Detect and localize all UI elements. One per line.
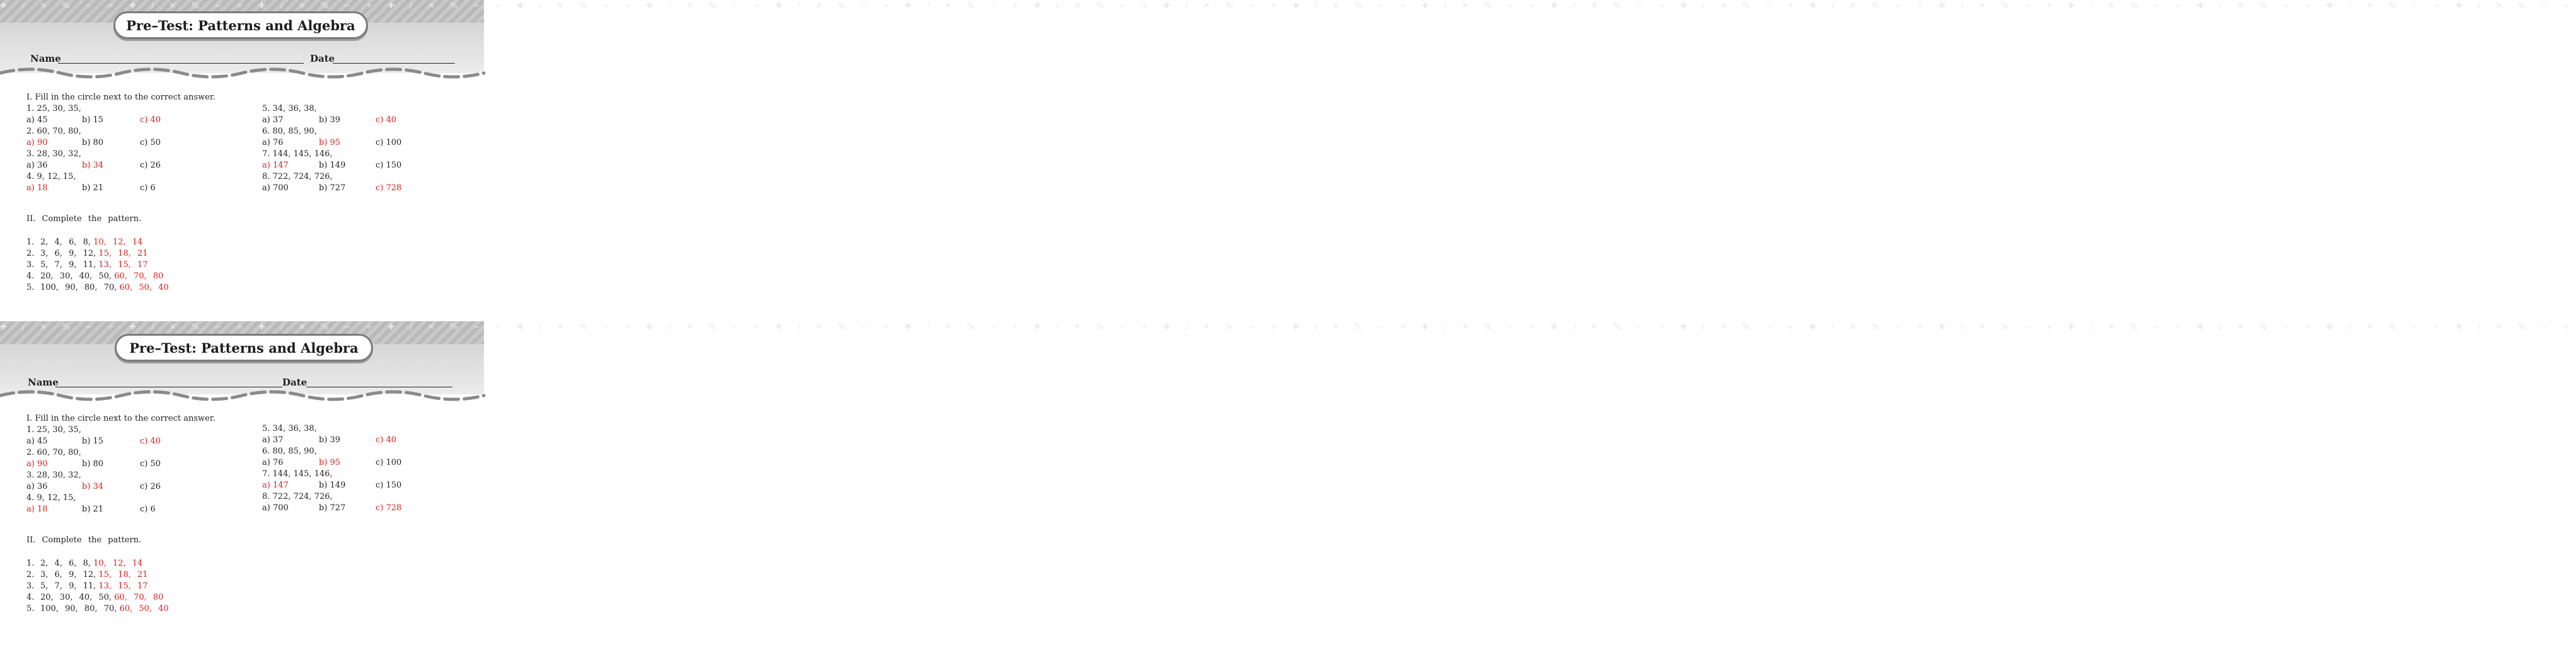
- option-b[interactable]: b) 80: [82, 459, 104, 469]
- option-c[interactable]: c) 728: [376, 183, 402, 193]
- option-c[interactable]: c) 100: [376, 458, 402, 467]
- option-c[interactable]: c) 150: [376, 481, 402, 490]
- pattern-answer: 10, 12, 14: [93, 559, 143, 568]
- pattern-answer: 60, 50, 40: [119, 604, 169, 614]
- question-prompt: 7. 144, 145, 146,: [262, 469, 333, 479]
- date-label: Date: [282, 377, 308, 388]
- option-b[interactable]: b) 21: [82, 183, 104, 193]
- option-b[interactable]: b) 95: [319, 458, 341, 467]
- pattern-given: 2, 4, 6, 8,: [40, 559, 91, 568]
- worksheet-1: [0, 0, 2576, 322]
- answer-options: [262, 160, 464, 171]
- pattern-given: 100, 90, 80, 70,: [40, 283, 117, 292]
- option-a[interactable]: a) 36: [26, 161, 48, 170]
- name-line: [58, 63, 304, 64]
- section2-heading: II. Complete the pattern.: [26, 535, 142, 545]
- option-b[interactable]: b) 80: [82, 138, 104, 147]
- option-c[interactable]: c) 50: [140, 138, 161, 147]
- question-prompt: 3. 28, 30, 32,: [26, 471, 81, 480]
- option-b[interactable]: b) 39: [319, 435, 341, 445]
- pattern-item: [26, 569, 169, 581]
- question-prompt: 5. 34, 36, 38,: [262, 104, 317, 113]
- question-prompt: 2. 60, 70, 80,: [26, 127, 81, 136]
- option-b[interactable]: b) 95: [319, 138, 341, 147]
- option-c[interactable]: c) 50: [140, 459, 161, 469]
- pattern-item: [26, 282, 169, 294]
- option-b[interactable]: b) 727: [319, 503, 346, 513]
- answer-options: [262, 435, 464, 446]
- pattern-number: 3.: [26, 260, 35, 270]
- worksheet-title: Pre–Test: Patterns and Algebra: [113, 11, 368, 39]
- option-a[interactable]: a) 45: [26, 115, 48, 125]
- question-prompt: 1. 25, 30, 35,: [26, 425, 81, 435]
- answer-options: [26, 504, 241, 515]
- option-a[interactable]: a) 18: [26, 505, 48, 514]
- pattern-item: [26, 248, 169, 260]
- question-prompt: 2. 60, 70, 80,: [26, 448, 81, 457]
- option-c[interactable]: c) 100: [376, 138, 402, 147]
- option-a[interactable]: a) 45: [26, 437, 48, 446]
- wavy-divider: [0, 387, 484, 406]
- answer-options: [262, 503, 464, 514]
- option-b[interactable]: b) 39: [319, 115, 341, 125]
- option-b[interactable]: b) 15: [82, 115, 104, 125]
- pattern-number: 1.: [26, 237, 35, 247]
- questions-right-column: [262, 423, 464, 514]
- option-a[interactable]: a) 76: [262, 458, 284, 467]
- question-prompt: 5. 34, 36, 38,: [262, 424, 317, 433]
- pattern-given: 3, 6, 9, 12,: [40, 570, 96, 579]
- pattern-answer: 10, 12, 14: [93, 237, 143, 247]
- date-label: Date: [310, 53, 335, 64]
- section1-heading: I. Fill in the circle next to the correct answer.: [26, 93, 216, 102]
- option-c[interactable]: c) 150: [376, 161, 402, 170]
- questions-left-column: [26, 92, 241, 194]
- option-c[interactable]: c) 40: [376, 435, 397, 445]
- pattern-item: [26, 271, 169, 282]
- pattern-item: [26, 592, 169, 603]
- pattern-number: 2.: [26, 570, 35, 579]
- option-a[interactable]: a) 700: [262, 503, 289, 513]
- name-label: Name: [30, 53, 61, 64]
- question-prompt: 8. 722, 724, 726,: [262, 172, 333, 181]
- option-a[interactable]: a) 36: [26, 482, 48, 491]
- pattern-item: [26, 558, 169, 569]
- pattern-given: 5, 7, 9, 11,: [40, 260, 96, 270]
- wavy-divider: [0, 64, 484, 83]
- pattern-number: 4.: [26, 593, 35, 602]
- option-a[interactable]: a) 90: [26, 138, 48, 147]
- option-a[interactable]: a) 37: [262, 435, 284, 445]
- option-c[interactable]: c) 26: [140, 482, 161, 491]
- answer-options: [262, 137, 464, 149]
- option-b[interactable]: b) 34: [82, 161, 104, 170]
- answer-options: [26, 137, 241, 149]
- pattern-answer: 13, 15, 17: [98, 260, 148, 270]
- pattern-number: 5.: [26, 604, 35, 614]
- pattern-number: 5.: [26, 283, 35, 292]
- answer-options: [262, 183, 464, 194]
- option-c[interactable]: c) 40: [140, 115, 161, 125]
- questions-left-column: [26, 413, 241, 515]
- question-prompt: 4. 9, 12, 15,: [26, 172, 76, 181]
- answer-options: [26, 160, 241, 171]
- pattern-item: [26, 581, 169, 592]
- date-line: [333, 63, 455, 64]
- option-c[interactable]: c) 40: [140, 437, 161, 446]
- math-symbols-pattern: ✚ ∕ ✕ % − ÷ ✚ ∕ ✕ % − ÷ ✚ ∕ ✕ % − ÷ ✚ ∕ ✕ % − ÷ ✚ ∕ ✕ % − ÷ ✚ ∕ ✕ % − ÷ ✚ ∕ ✕ % − ÷ ✚ ∕ ✕ % − ÷ ✚ ∕ ✕ % − ÷ ✚ ∕ ✕ % − ÷ ✚ ∕ ✕ % − ÷ ✚ ∕ ✕ % − ÷ ✚ ∕ ✕ % − ÷ ✚ ∕ ✕ % − ÷ ✚ ∕ ✕ % − ÷ ✚ ∕ ✕ % − ÷ ✚ ∕ ✕ % − ÷ ✚ ∕ ✕ % − ÷ ✚ ∕ ✕ % − ÷ ✚ ∕ ✕ % − ÷: [0, 322, 2576, 332]
- pattern-given: 20, 30, 40, 50,: [40, 593, 112, 602]
- pattern-given: 2, 4, 6, 8,: [40, 237, 91, 247]
- question-prompt: 6. 80, 85, 90,: [262, 127, 317, 136]
- question-prompt: 4. 9, 12, 15,: [26, 493, 76, 503]
- option-c[interactable]: c) 40: [376, 115, 397, 125]
- answer-options: [26, 183, 241, 194]
- option-a[interactable]: a) 147: [262, 481, 289, 490]
- option-a[interactable]: a) 76: [262, 138, 284, 147]
- option-a[interactable]: a) 147: [262, 161, 289, 170]
- pattern-given: 20, 30, 40, 50,: [40, 271, 112, 281]
- question-prompt: 6. 80, 85, 90,: [262, 447, 317, 456]
- answer-options: [26, 436, 241, 447]
- option-b[interactable]: b) 15: [82, 437, 104, 446]
- answer-options: [262, 457, 464, 469]
- pattern-answer: 15, 18, 21: [98, 570, 148, 579]
- option-c[interactable]: c) 6: [140, 505, 156, 514]
- option-b[interactable]: b) 149: [319, 481, 346, 490]
- option-b[interactable]: b) 34: [82, 482, 104, 491]
- question-prompt: 1. 25, 30, 35,: [26, 104, 81, 113]
- answer-options: [26, 481, 241, 493]
- pattern-answer: 13, 15, 17: [98, 581, 148, 591]
- pattern-answer: 15, 18, 21: [98, 249, 148, 258]
- question-prompt: 3. 28, 30, 32,: [26, 149, 81, 159]
- worksheet-title: Pre–Test: Patterns and Algebra: [115, 334, 373, 362]
- answer-options: [26, 459, 241, 470]
- pattern-number: 2.: [26, 249, 35, 258]
- option-b[interactable]: b) 21: [82, 505, 104, 514]
- option-a[interactable]: a) 700: [262, 183, 289, 193]
- option-c[interactable]: c) 6: [140, 183, 156, 193]
- pattern-list: [26, 558, 169, 615]
- pattern-list: [26, 237, 169, 294]
- pattern-given: 5, 7, 9, 11,: [40, 581, 96, 591]
- option-b[interactable]: b) 727: [319, 183, 346, 193]
- name-label: Name: [28, 377, 59, 388]
- section2-heading: II. Complete the pattern.: [26, 214, 142, 224]
- option-c[interactable]: c) 26: [140, 161, 161, 170]
- question-prompt: 7. 144, 145, 146,: [262, 149, 333, 159]
- option-a[interactable]: a) 90: [26, 459, 48, 469]
- pattern-given: 3, 6, 9, 12,: [40, 249, 96, 258]
- option-c[interactable]: c) 728: [376, 503, 402, 513]
- math-symbols-pattern: ✚ ∕ ✕ % − ÷ ✚ ∕ ✕ % − ÷ ✚ ∕ ✕ % − ÷ ✚ ∕ ✕ % − ÷ ✚ ∕ ✕ % − ÷ ✚ ∕ ✕ % − ÷ ✚ ∕ ✕ % − ÷ ✚ ∕ ✕ % − ÷ ✚ ∕ ✕ % − ÷ ✚ ∕ ✕ % − ÷ ✚ ∕ ✕ % − ÷ ✚ ∕ ✕ % − ÷ ✚ ∕ ✕ % − ÷ ✚ ∕ ✕ % − ÷ ✚ ∕ ✕ % − ÷ ✚ ∕ ✕ % − ÷ ✚ ∕ ✕ % − ÷ ✚ ∕ ✕ % − ÷ ✚ ∕ ✕ % − ÷ ✚ ∕ ✕ % − ÷: [0, 1, 2576, 11]
- answer-options: [262, 480, 464, 491]
- pattern-number: 3.: [26, 581, 35, 591]
- option-a[interactable]: a) 37: [262, 115, 284, 125]
- answer-options: [262, 115, 464, 126]
- option-a[interactable]: a) 18: [26, 183, 48, 193]
- pattern-item: [26, 260, 169, 271]
- pattern-item: [26, 237, 169, 248]
- pattern-answer: 60, 50, 40: [119, 283, 169, 292]
- section1-heading: I. Fill in the circle next to the correct answer.: [26, 414, 216, 423]
- pattern-item: [26, 603, 169, 615]
- pattern-answer: 60, 70, 80: [114, 271, 164, 281]
- pattern-answer: 60, 70, 80: [114, 593, 164, 602]
- pattern-given: 100, 90, 80, 70,: [40, 604, 117, 614]
- pattern-number: 1.: [26, 559, 35, 568]
- question-prompt: 8. 722, 724, 726,: [262, 492, 333, 501]
- questions-right-column: [262, 103, 464, 194]
- option-b[interactable]: b) 149: [319, 161, 346, 170]
- pattern-number: 4.: [26, 271, 35, 281]
- worksheet-2: [0, 321, 2576, 644]
- answer-options: [26, 115, 241, 126]
